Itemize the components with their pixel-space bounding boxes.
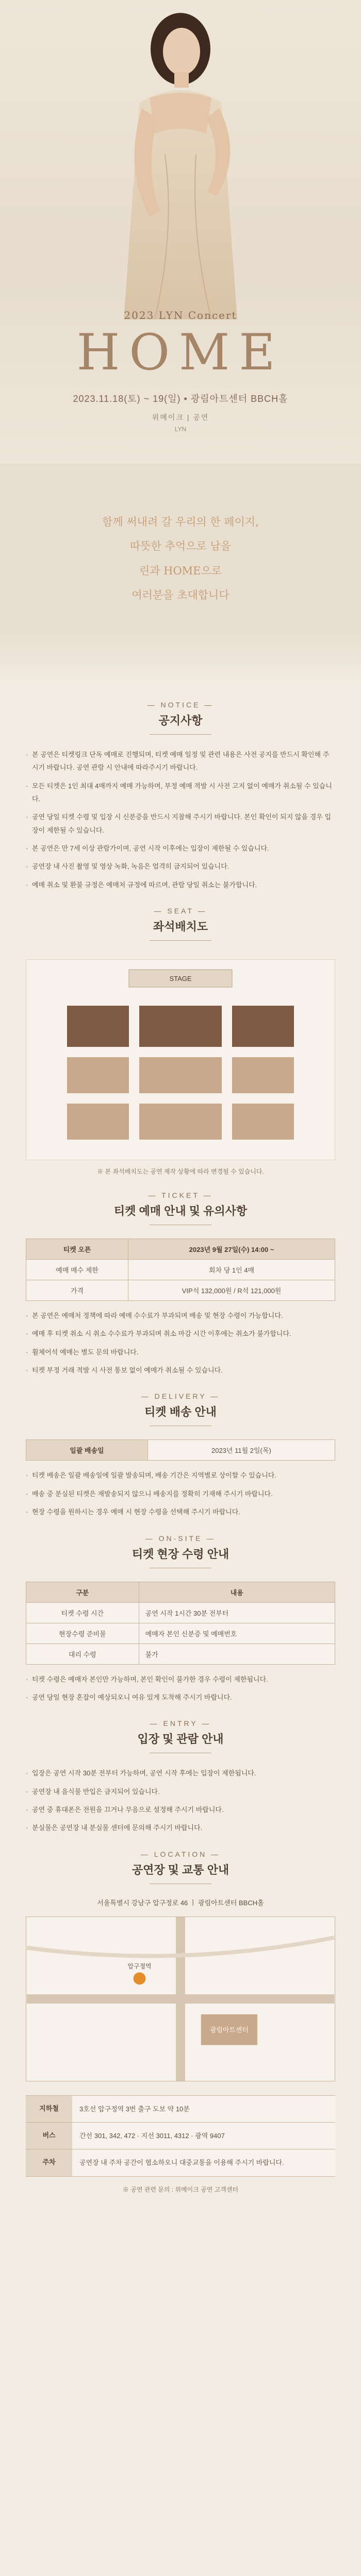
table-cell: 대리 수령 <box>26 1643 139 1664</box>
table-row <box>26 1280 335 1301</box>
list-item: · 휠체어석 예매는 별도 문의 바랍니다. <box>26 1346 335 1359</box>
notice-section <box>0 701 361 891</box>
stage-label: STAGE <box>169 975 192 983</box>
table-header: 일괄 배송일 <box>26 1440 148 1461</box>
transport-row <box>26 2095 335 2122</box>
list-item: · 티켓 수령은 예매자 본인만 가능하며, 본인 확인이 불가한 경우 수령이 제한됩니다. <box>26 1673 335 1686</box>
seat-block-r <box>67 1057 129 1093</box>
list-item: · 예매 후 티켓 취소 시 취소 수수료가 부과되며 취소 마감 시간 이후에는 취소가 불가합니다. <box>26 1327 335 1340</box>
divider <box>150 940 211 941</box>
table-cell: 2023년 11월 2일(목) <box>147 1440 335 1461</box>
table-header: 내용 <box>139 1582 335 1602</box>
seat-section <box>0 907 361 1176</box>
transport-row <box>26 2122 335 2149</box>
poem-line: 함께 써내려 갈 우리의 한 페이지, <box>102 516 259 528</box>
entry-section <box>0 1719 361 1834</box>
table-row <box>26 1643 335 1664</box>
seat-block-vip <box>139 1006 222 1047</box>
onsite-table <box>26 1582 335 1665</box>
seat-block-r <box>232 1057 294 1093</box>
list-item: · 공연 당일 현장 혼잡이 예상되오니 여유 있게 도착해 주시기 바랍니다. <box>26 1691 335 1704</box>
hero-banner <box>0 0 361 464</box>
section-deco: — LOCATION — <box>140 1850 221 1858</box>
entry-notes <box>26 1767 335 1834</box>
hero-singer-illustration <box>93 0 268 319</box>
table-cell: 회차 당 1인 4매 <box>128 1260 335 1280</box>
section-title: 좌석배치도 <box>153 920 208 934</box>
ticket-section <box>0 1191 361 1377</box>
list-item: · 모든 티켓은 1인 최대 4매까지 예매 가능하며, 부정 예매 적발 시 사전 고지 없이 예매가 취소될 수 있습니다. <box>26 779 335 806</box>
notice-list <box>26 748 335 891</box>
footer-note: ※ 공연 관련 문의 : 위메이크 공연 고객센터 <box>122 2185 239 2193</box>
poem-line: 여러분을 초대합니다 <box>132 588 229 601</box>
section-title: 티켓 예매 안내 및 유의사항 <box>113 1205 248 1218</box>
list-item: · 배송 중 분실된 티켓은 재발송되지 않으니 배송지를 정확히 기재해 주시기 바랍니다. <box>26 1487 335 1500</box>
list-item: · 공연 중 휴대폰은 전원을 끄거나 무음으로 설정해 주시기 바랍니다. <box>26 1803 335 1816</box>
section-deco: — DELIVERY — <box>141 1392 220 1401</box>
poem-line: 린과 HOME으로 <box>139 564 222 577</box>
table-cell: 예매 매수 제한 <box>26 1260 128 1280</box>
list-item: · 공연장 내 음식물 반입은 금지되어 있습니다. <box>26 1785 335 1798</box>
table-cell: VIP석 132,000원 / R석 121,000원 <box>128 1280 335 1301</box>
fade-divider <box>0 634 361 685</box>
section-deco: — TICKET — <box>148 1191 213 1200</box>
transport-value: 간선 301, 342, 472 · 지선 3011, 4312 · 광역 9407 <box>72 2123 335 2149</box>
table-cell: 불가 <box>139 1643 335 1664</box>
table-header: 2023년 9월 27일(수) 14:00 ~ <box>128 1239 335 1260</box>
venue-marker-label: 광림아트센터 <box>210 2026 249 2034</box>
table-header: 구분 <box>26 1582 139 1602</box>
section-deco: — SEAT — <box>154 907 207 916</box>
seat-block-r <box>232 1104 294 1140</box>
seat-block-vip <box>232 1006 294 1047</box>
ticket-notes <box>26 1309 335 1377</box>
venue-map <box>26 1917 335 2081</box>
seat-block-r <box>139 1057 222 1093</box>
list-item: · 입장은 공연 시작 30분 전부터 가능하며, 공연 시작 후에는 입장이 제한됩니다. <box>26 1767 335 1780</box>
table-cell: 공연 시작 1시간 30분 전부터 <box>139 1602 335 1623</box>
table-cell: 티켓 수령 시간 <box>26 1602 139 1623</box>
list-item: · 공연장 내 사진 촬영 및 영상 녹화, 녹음은 엄격히 금지되어 있습니다. <box>26 860 335 873</box>
table-row <box>26 1602 335 1623</box>
transport-value: 3호선 압구정역 3번 출구 도보 약 10분 <box>72 2096 335 2122</box>
table-cell: 가격 <box>26 1280 128 1301</box>
list-item: · 본 공연은 예매처 정책에 따라 예매 수수료가 부과되며 배송 및 현장 수령이 가능합니다. <box>26 1309 335 1322</box>
list-item: · 예매 취소 및 환불 규정은 예매처 규정에 따르며, 관람 당일 취소는 불가합니다. <box>26 878 335 891</box>
transport-table <box>26 2095 335 2177</box>
delivery-table <box>26 1439 335 1461</box>
poem-line: 따뜻한 추억으로 남을 <box>130 540 231 553</box>
transport-key: 버스 <box>26 2123 72 2149</box>
list-item: · 티켓 부정 거래 적발 시 사전 통보 없이 예매가 취소될 수 있습니다. <box>26 1364 335 1377</box>
seat-block-vip <box>67 1006 129 1047</box>
list-item: · 티켓 배송은 일괄 배송일에 일괄 발송되며, 배송 기간은 지역별로 상이할 수 있습니다. <box>26 1469 335 1482</box>
transport-row <box>26 2149 335 2176</box>
list-item: · 분실물은 공연장 내 분실물 센터에 문의해 주시기 바랍니다. <box>26 1821 335 1834</box>
table-row <box>26 1623 335 1643</box>
ticket-table <box>26 1239 335 1301</box>
table-cell: 현장수령 준비물 <box>26 1623 139 1643</box>
artist-tag: LYN <box>174 425 187 433</box>
seat-block-r <box>67 1104 129 1140</box>
delivery-section <box>0 1392 361 1518</box>
section-deco: — NOTICE — <box>147 701 214 709</box>
venue-section <box>0 1850 361 2194</box>
list-item: · 본 공연은 티켓링크 단독 예매로 진행되며, 티켓 예매 일정 및 관련 내용은 사전 공지를 반드시 확인해 주시기 바랍니다. 공연 관람 시 안내에 따라주시기 바랍니다. <box>26 748 335 774</box>
table-cell: 예매자 본인 신분증 및 예매번호 <box>139 1623 335 1643</box>
hero-subtitle: 2023 LYN Concert <box>124 309 237 321</box>
station-label: 압구정역 <box>127 1962 152 1970</box>
organizer-logo: 위메이크 | 공연 <box>152 413 209 421</box>
section-title: 티켓 현장 수령 안내 <box>132 1547 229 1561</box>
onsite-notes <box>26 1673 335 1704</box>
seat-block-r <box>139 1104 222 1140</box>
transport-key: 지하철 <box>26 2096 72 2122</box>
onsite-section <box>0 1534 361 1704</box>
list-item: · 공연 당일 티켓 수령 및 입장 시 신분증을 반드시 지참해 주시기 바랍니다. 본인 확인이 되지 않을 경우 입장이 제한될 수 있습니다. <box>26 810 335 837</box>
divider <box>150 734 211 735</box>
seat-map <box>26 959 335 1160</box>
list-item: · 본 공연은 만 7세 이상 관람가이며, 공연 시작 이후에는 입장이 제한될 수 있습니다. <box>26 842 335 855</box>
transport-value: 공연장 내 주차 공간이 협소하오니 대중교통을 이용해 주시기 바랍니다. <box>72 2149 335 2176</box>
station-icon <box>134 1972 146 1985</box>
transport-key: 주차 <box>26 2149 72 2176</box>
venue-address: 서울특별시 강남구 압구정로 46 ㅣ 광림아트센터 BBCH홀 <box>97 1899 264 1907</box>
hero-date: 2023.11.18(토) ~ 19(일) • 광림아트센터 BBCH홀 <box>73 393 288 404</box>
list-item: · 현장 수령을 원하시는 경우 예매 시 현장 수령을 선택해 주시기 바랍니다. <box>26 1505 335 1518</box>
section-title: 티켓 배송 안내 <box>144 1405 217 1419</box>
section-title: 공지사항 <box>158 714 203 727</box>
section-title: 공연장 및 교통 안내 <box>132 1863 229 1876</box>
invitation-message <box>0 464 361 685</box>
hero-title: HOME <box>76 324 285 381</box>
section-deco: — ON-SITE — <box>145 1534 216 1543</box>
delivery-notes <box>26 1469 335 1518</box>
seat-caption: ※ 본 좌석배치도는 공연 제작 상황에 따라 변경될 수 있습니다. <box>97 1168 264 1176</box>
table-row <box>26 1260 335 1280</box>
section-title: 입장 및 관람 안내 <box>137 1733 224 1746</box>
table-header: 티켓 오픈 <box>26 1239 128 1260</box>
section-deco: — ENTRY — <box>150 1719 211 1728</box>
